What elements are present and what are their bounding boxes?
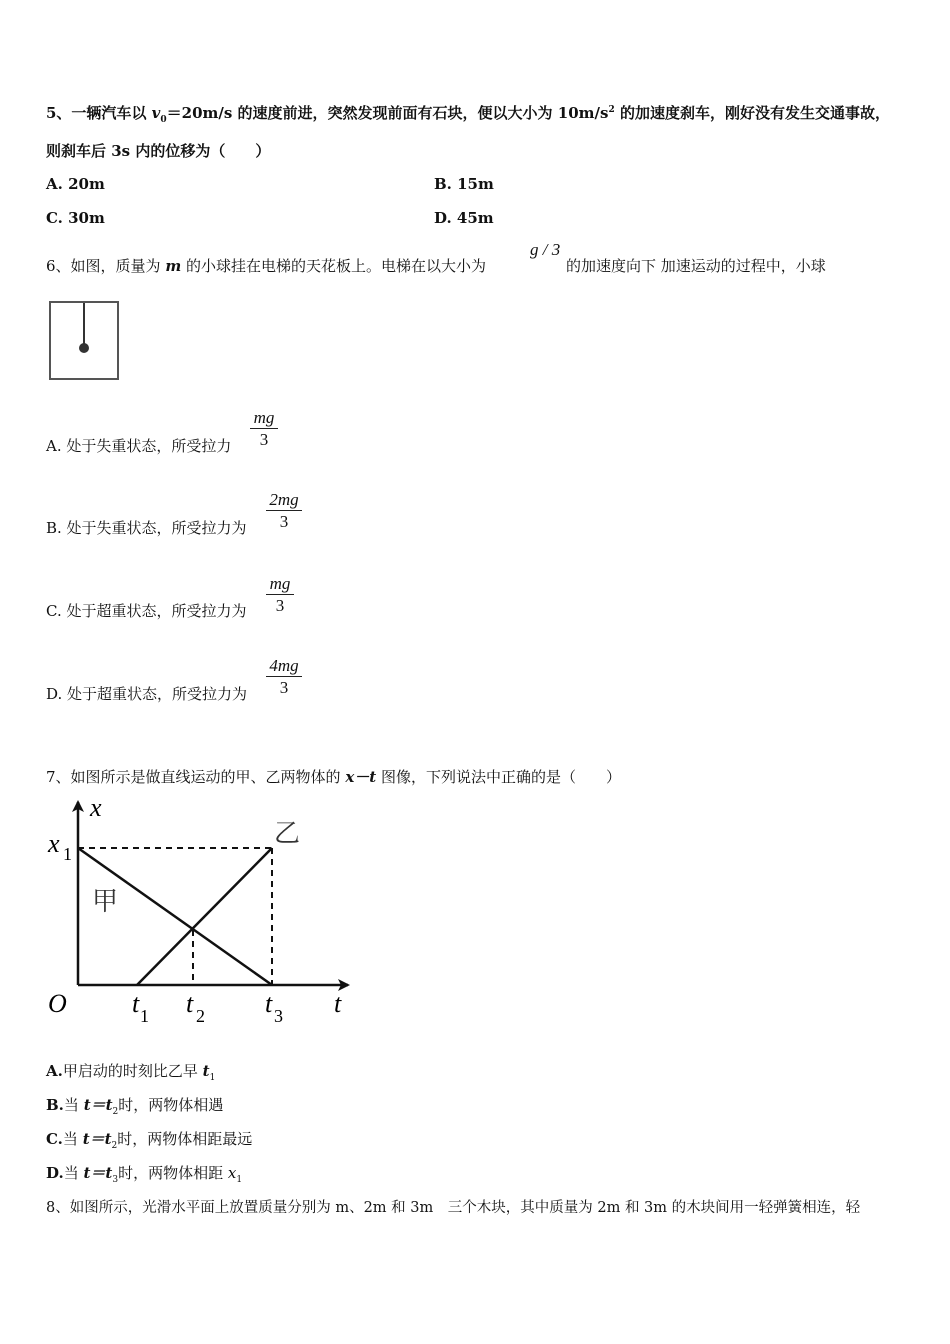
t3-subscript: 3 (274, 1006, 283, 1026)
xt-graph (40, 792, 360, 1032)
q7-option-a: A.甲启动的时刻比乙早 $t_1$ (46, 1062, 216, 1083)
t1-subscript: 1 (140, 1006, 149, 1026)
t3-label: t (265, 989, 273, 1018)
q6-option-b: B. 处于失重状态，所受拉力为 (46, 519, 247, 537)
t-axis-label: t (334, 989, 342, 1018)
x1-label: x (48, 829, 60, 858)
t2-subscript: 2 (196, 1006, 205, 1026)
q5-option-a: A. 20m (46, 175, 105, 193)
yi-label: 乙 (274, 819, 301, 849)
q5-line1: 5、一辆汽车以 $v_0=20m/s$ 的速度前进，突然发现前面有石块，便以大小为 $10m/s^2$ 的加速度刹车，刚好没有发生交通事故， (46, 104, 890, 125)
yi-line (137, 848, 272, 985)
ball (79, 343, 89, 353)
q5-line2: 则刹车后 3s 内的位移为（ ） (46, 142, 271, 160)
q6-stem-tail: 的加速度向下 加速运动的过程中，小球 (566, 257, 826, 275)
q7-option-c: C.当 $t=t_2$时，两物体相距最远 (46, 1130, 253, 1151)
q6-option-a: A. 处于失重状态，所受拉力 (46, 437, 232, 455)
elevator-figure (48, 300, 122, 382)
q6-option-d-fraction: $\frac{4mg}{3}$ (266, 656, 302, 699)
q6-option-b-fraction: $\frac{2mg}{3}$ (266, 490, 302, 533)
x-axis-label: x (90, 793, 102, 822)
jia-label: 甲 (92, 887, 119, 917)
q7-option-b: B.当 $t=t_2$时，两物体相遇 (46, 1096, 224, 1117)
t1-label: t (132, 989, 140, 1018)
q8-stem: 8、如图所示，光滑水平面上放置质量分别为 m、2m 和 3m 三个木块，其中质量为 2m 和 3m 的木块间用一轻弹簧相连，轻 (46, 1200, 861, 1216)
q6-stem: 6、如图，质量为 m 的小球挂在电梯的天花板上。电梯在以大小为 (46, 257, 486, 275)
q6-option-c: C. 处于超重状态，所受拉力为 (46, 602, 247, 620)
q6-option-a-fraction: $\frac{mg}{3}$ (250, 408, 278, 451)
origin-label: O (48, 989, 67, 1018)
q7-stem: 7、如图所示是做直线运动的甲、乙两物体的 x－t 图像，下列说法中正确的是（ ） (46, 768, 621, 786)
q6-acceleration: g / 3 (530, 240, 561, 259)
q5-option-b: B. 15m (434, 175, 494, 193)
q5-option-c: C. 30m (46, 209, 105, 227)
q6-option-d: D. 处于超重状态，所受拉力为 (46, 685, 248, 703)
t2-label: t (186, 989, 194, 1018)
q7-option-d: D.当 $t=t_3$时，两物体相距 $x_1$ (46, 1164, 243, 1185)
q5-option-d: D. 45m (434, 209, 494, 227)
q6-option-c-fraction: $\frac{mg}{3}$ (266, 574, 294, 617)
x1-subscript: 1 (63, 844, 72, 864)
